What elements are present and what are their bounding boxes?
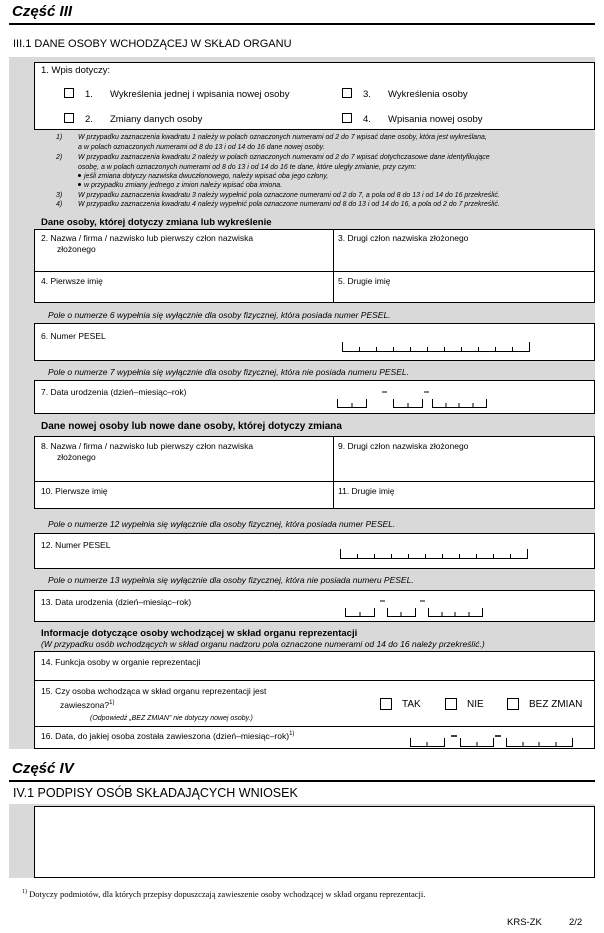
field-15-label-a: 15. Czy osoba wchodząca w skład organu reprezentacji jest	[41, 686, 267, 696]
field-13-date-input[interactable]	[345, 595, 500, 617]
field-13-label: 13. Data urodzenia (dzień–miesiąc–rok)	[41, 597, 192, 607]
footnote: $^{1)}$ Dotyczy podmiotów, dla których przepisy dopuszczają zawieszenie osoby wchodzącej w skład organu reprezentacji.	[22, 889, 426, 899]
answer-tak-checkbox[interactable]	[380, 698, 392, 710]
field-7-block	[34, 380, 595, 414]
field-11-label: 11. Drugie imię	[338, 486, 395, 496]
option-2-label: Zmiany danych osoby	[110, 114, 203, 125]
note-2-line-b: osobę, a w polach oznaczonych numerami od 8 do 13 i od 14 do 16 te dane, które uległy zmianie, przy czym:	[78, 164, 417, 171]
divider	[34, 271, 595, 272]
answer-nie-label: NIE	[467, 699, 484, 710]
note-1-line-b: a w polach oznaczonych numerami od 8 do 13 i od 14 do 16 dane nowej osoby.	[78, 144, 325, 151]
field-4-label: 4. Pierwsze imię	[41, 276, 103, 286]
note-1-number: 1)	[56, 134, 63, 141]
signatures-field[interactable]	[34, 806, 595, 878]
option-1-checkbox[interactable]	[64, 88, 74, 98]
field-3-label: 3. Drugi człon nazwiska złożonego	[338, 233, 469, 243]
field-15-note: (Odpowiedź „BEZ ZMIAN” nie dotyczy nowej osoby.)	[90, 715, 253, 722]
field-12-pesel-input[interactable]	[340, 549, 530, 559]
note-4-number: 4)	[56, 201, 63, 208]
part4-rule	[9, 780, 595, 782]
field-12-label: 12. Numer PESEL	[41, 540, 111, 550]
field-14-input[interactable]	[40, 668, 590, 678]
part3-title: Część III	[12, 3, 73, 20]
field-4-input[interactable]	[40, 287, 328, 301]
field-8-label-b: złożonego	[57, 452, 96, 462]
divider	[333, 229, 334, 303]
option-4-checkbox[interactable]	[342, 113, 352, 123]
field-5-label: 5. Drugie imię	[338, 276, 391, 286]
divider	[34, 726, 595, 727]
note-2-line-a: W przypadku zaznaczenia kwadratu 2 należy w polach oznaczonych numerami od 2 do 7 wpisać dotychczasowe dane identyfikujące	[78, 154, 490, 161]
field-10-input[interactable]	[40, 497, 328, 507]
option-3-label: Wykreślenia osoby	[388, 89, 468, 100]
field-7-note: Pole o numerze 7 wypełnia się wyłącznie dla osoby fizycznej, która nie posiada numeru PESEL.	[48, 367, 409, 377]
option-1-number: 1.	[85, 89, 93, 100]
field-9-label: 9. Drugi człon nazwiska złożonego	[338, 441, 469, 451]
bullet-icon	[78, 183, 81, 186]
option-1-label: Wykreślenia jednej i wpisania nowej osoby	[110, 89, 290, 100]
old-person-header: Dane osoby, której dotyczy zmiana lub wykreślenie	[41, 217, 272, 228]
divider	[34, 680, 595, 681]
field-9-input[interactable]	[338, 453, 590, 478]
answer-bez-zmian-checkbox[interactable]	[507, 698, 519, 710]
representation-subheader: (W przypadku osób wchodzących w skład organu nadzoru pola oznaczone numerami od 14 do 16 należy przekreślić.)	[41, 639, 485, 649]
field-6-label: 6. Numer PESEL	[41, 331, 106, 341]
option-2-number: 2.	[85, 114, 93, 125]
note-3-number: 3)	[56, 192, 63, 199]
note-4-text: W przypadku zaznaczenia kwadratu 4 należy wypełnić pola oznaczone numerami od 8 do 13 i od 14 do 16, a pola od 2 do 7 przekreślić.	[78, 201, 500, 208]
field-2-label-a: 2. Nazwa / firma / nazwisko lub pierwszy człon nazwiska	[41, 233, 254, 243]
form-code: KRS-ZK	[507, 917, 542, 928]
field-2-input[interactable]	[40, 255, 328, 269]
new-person-header: Dane nowej osoby lub nowe dane osoby, której dotyczy zmiana	[41, 421, 342, 432]
page-number: 2/2	[569, 917, 583, 928]
option-3-checkbox[interactable]	[342, 88, 352, 98]
field-6-pesel-input[interactable]	[342, 342, 532, 352]
field-12-note: Pole o numerze 12 wypełnia się wyłącznie dla osoby fizycznej, która posiada numer PESEL.	[48, 519, 396, 529]
field-10-label: 10. Pierwsze imię	[41, 486, 108, 496]
answer-nie-checkbox[interactable]	[445, 698, 457, 710]
field-6-note: Pole o numerze 6 wypełnia się wyłącznie dla osoby fizycznej, która posiada numer PESEL.	[48, 310, 391, 320]
note-2-bullet-1: jeśli zmiana dotyczy nazwiska dwuczłonowego, należy wpisać oba jego człony,	[78, 172, 328, 181]
field-14-label: 14. Funkcja osoby w organie reprezentacji	[41, 657, 201, 667]
entry-type-label: 1. Wpis dotyczy:	[41, 65, 111, 76]
divider	[34, 481, 595, 482]
divider	[333, 436, 334, 509]
part3-rule	[9, 23, 595, 25]
field-13-note: Pole o numerze 13 wypełnia się wyłącznie dla osoby fizycznej, która nie posiada numeru PESEL.	[48, 575, 414, 585]
field-15-label-b: zawieszona?$^{1)}$	[60, 700, 115, 710]
bullet-icon	[78, 174, 81, 177]
answer-tak-label: TAK	[402, 699, 421, 710]
option-4-number: 4.	[363, 114, 371, 125]
field-2-label-b: złożonego	[57, 244, 96, 254]
section-iii1-title: III.1 DANE OSOBY WCHODZĄCEJ W SKŁAD ORGANU	[13, 38, 292, 50]
field-11-input[interactable]	[338, 497, 590, 507]
note-2-bullet-2: w przypadku zmiany jednego z imion należy wpisać oba imiona.	[78, 181, 282, 190]
answer-bez-zmian-label: BEZ ZMIAN	[529, 699, 583, 710]
option-3-number: 3.	[363, 89, 371, 100]
field-8-label-a: 8. Nazwa / firma / nazwisko lub pierwszy człon nazwiska	[41, 441, 254, 451]
section-iv1-title: IV.1 PODPISY OSÓB SKŁADAJĄCYCH WNIOSEK	[13, 786, 298, 800]
note-1-line-a: W przypadku zaznaczenia kwadratu 1 należy w polach oznaczonych numerami od 2 do 7 wpisać dane osoby, która jest wykreślana,	[78, 134, 487, 141]
field-8-input[interactable]	[40, 464, 328, 478]
field-7-label: 7. Data urodzenia (dzień–miesiąc–rok)	[41, 387, 187, 397]
option-2-checkbox[interactable]	[64, 113, 74, 123]
field-5-input[interactable]	[338, 287, 590, 301]
note-2-number: 2)	[56, 154, 63, 161]
option-4-label: Wpisania nowej osoby	[388, 114, 483, 125]
field-7-date-input[interactable]	[337, 386, 492, 408]
part4-title: Część IV	[12, 760, 74, 777]
field-16-label: 16. Data, do jakiej osoba została zawieszona (dzień–miesiąc–rok)$^{1)}$	[41, 731, 295, 741]
field-16-date-input[interactable]	[410, 730, 590, 747]
note-3-text: W przypadku zaznaczenia kwadratu 3 należy wypełnić pola oznaczone numerami od 2 do 7, a pola od 8 do 13 i od 14 do 16 przekreślić.	[78, 192, 500, 199]
representation-header: Informacje dotyczące osoby wchodzącej w skład organu reprezentacji	[41, 628, 358, 639]
field-3-input[interactable]	[338, 245, 590, 269]
